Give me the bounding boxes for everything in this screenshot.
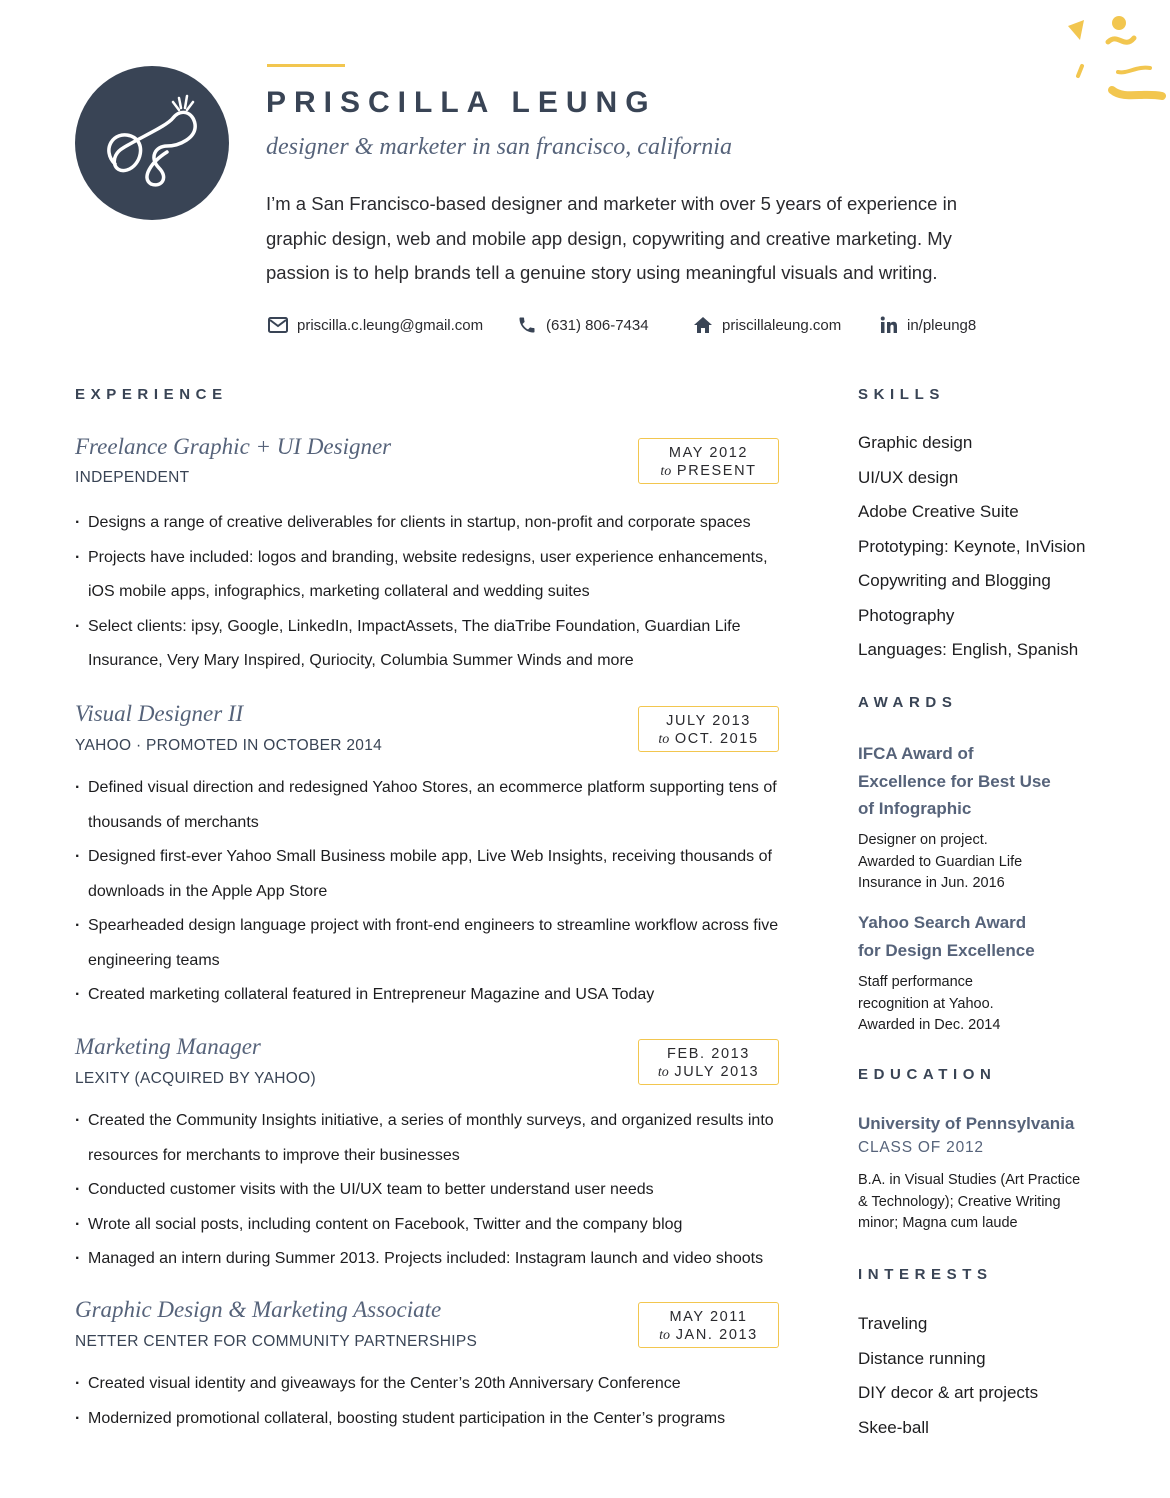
awards-heading: AWARDS <box>858 694 958 711</box>
interests-list <box>858 1307 1148 1445</box>
degree-desc: B.A. in Visual Studies (Art Practice & Technology); Creative Writing minor; Magna cum laude <box>858 1172 1081 1231</box>
award-desc: Staff performance recognition at Yahoo. Awarded in Dec. 2014 <box>858 974 1001 1033</box>
job-bullets <box>75 506 795 679</box>
date-end: JULY 2013 <box>674 1064 760 1080</box>
school-name: University of Pennsylvania <box>858 1114 1075 1133</box>
confetti-decoration <box>1062 8 1170 100</box>
job-bullet: · Created visual identity and giveaways for the Center’s 20th Anniversary Conference <box>75 1367 795 1402</box>
job-date-box <box>638 438 779 484</box>
accent-line <box>267 64 345 67</box>
linkedin-icon <box>880 316 898 334</box>
logo-monogram <box>75 66 229 220</box>
job-bullet: · Spearheaded design language project with front-end engineers to streamline workflow across five engineering teams <box>75 909 795 978</box>
date-start: MAY 2012 <box>668 445 749 461</box>
job-title: Freelance Graphic + UI Designer <box>75 434 392 459</box>
job-date-box <box>638 1039 779 1085</box>
job-bullet: · Wrote all social posts, including content on Facebook, Twitter and the company blog <box>75 1208 795 1243</box>
skill-item: UI/UX design <box>858 467 959 487</box>
contact-linkedin[interactable] <box>880 313 976 337</box>
date-to: to <box>657 1065 669 1080</box>
job-title: Visual Designer II <box>75 701 244 726</box>
job-bullets <box>75 1367 795 1436</box>
date-to: to <box>658 732 670 747</box>
skill-item: Graphic design <box>858 433 973 452</box>
award-desc: Designer on project. Awarded to Guardian Life Insurance in Jun. 2016 <box>858 832 1023 891</box>
date-start: MAY 2011 <box>669 1309 748 1325</box>
job-bullet: · Created the Community Insights initiative, a series of monthly surveys, and organized results into resources for merchants to improve their businesses <box>75 1104 795 1173</box>
skills-heading: SKILLS <box>858 386 945 403</box>
job-company: YAHOO · PROMOTED IN OCTOBER 2014 <box>75 737 383 754</box>
skills-list <box>858 426 1148 668</box>
contact-email[interactable] <box>268 313 483 337</box>
award-title: IFCA Award of Excellence for Best Use of Infographic <box>858 744 1051 818</box>
job-company: NETTER CENTER FOR COMMUNITY PARTNERSHIPS <box>75 1333 478 1350</box>
interest-item: Distance running <box>858 1348 986 1368</box>
candidate-name: PRISCILLA LEUNG <box>266 86 657 119</box>
confetti-dash <box>1118 68 1150 73</box>
job-company: INDEPENDENT <box>75 469 190 486</box>
interest-item: DIY decor & art projects <box>858 1383 1039 1402</box>
interest-item: Traveling <box>858 1314 928 1333</box>
job-company: LEXITY (ACQUIRED BY YAHOO) <box>75 1070 316 1087</box>
job-bullets <box>75 1104 795 1277</box>
phone-text[interactable]: (631) 806-7434 <box>546 316 649 334</box>
skill-item: Adobe Creative Suite <box>858 502 1019 521</box>
confetti-triangle <box>1068 20 1084 40</box>
date-start: FEB. 2013 <box>667 1046 750 1062</box>
job-bullets <box>75 771 795 1013</box>
job-bullet: · Designed first-ever Yahoo Small Business mobile app, Live Web Insights, receiving thousands of downloads in the Apple App Store <box>75 840 795 909</box>
job-date-box <box>638 706 779 752</box>
confetti-squiggle <box>1108 38 1134 42</box>
date-end: JAN. 2013 <box>675 1327 758 1343</box>
job-bullet: · Designs a range of creative deliverables for clients in startup, non-profit and corporate spaces <box>75 506 795 541</box>
job-date-box <box>638 1302 779 1348</box>
date-start: JULY 2013 <box>666 713 751 729</box>
website-text[interactable]: priscillaleung.com <box>722 316 842 334</box>
mail-icon <box>268 317 288 333</box>
job-bullet: · Select clients: ipsy, Google, LinkedIn, ImpactAssets, The diaTribe Foundation, Guardian Life Insurance, Very Mary Inspired, Quriocity, Columbia Summer Winds and more <box>75 610 795 679</box>
monogram-icon <box>75 66 229 220</box>
job-bullet: · Projects have included: logos and branding, website redesigns, user experience enhancements, iOS mobile apps, infographics, marketing collateral and wedding suites <box>75 541 795 610</box>
contact-website[interactable] <box>693 313 841 337</box>
skill-item: Copywriting and Blogging <box>858 571 1051 590</box>
job-bullet: · Modernized promotional collateral, boosting student participation in the Center’s programs <box>75 1402 795 1437</box>
class-year: CLASS OF 2012 <box>858 1139 984 1156</box>
confetti-dash <box>1078 66 1082 76</box>
interest-item: Skee-ball <box>858 1417 929 1437</box>
linkedin-text[interactable]: in/pleung8 <box>907 316 977 334</box>
job-bullet: · Conducted customer visits with the UI/UX team to better understand user needs <box>75 1173 795 1208</box>
date-to: to <box>660 464 672 479</box>
job-title: Marketing Manager <box>75 1034 261 1059</box>
experience-heading: EXPERIENCE <box>75 386 228 403</box>
award-title: Yahoo Search Award for Design Excellence <box>858 913 1035 960</box>
confetti-swoosh <box>1112 90 1162 96</box>
tagline: designer & marketer in san francisco, california <box>266 134 732 160</box>
phone-icon <box>517 315 537 335</box>
skill-item: Prototyping: Keynote, InVision <box>858 536 1086 556</box>
skill-item: Languages: English, Spanish <box>858 640 1079 659</box>
skill-item: Photography <box>858 605 955 625</box>
date-end: PRESENT <box>676 463 757 479</box>
summary: I’m a San Francisco-based designer and marketer with over 5 years of experience in graphic design, web and mobile app design, copywriting and creative marketing. My passion is to help brands tell a genuine story using meaningful visuals and writing. <box>266 193 958 283</box>
education-heading: EDUCATION <box>858 1066 997 1083</box>
interests-heading: INTERESTS <box>858 1266 993 1283</box>
job-bullet: · Created marketing collateral featured in Entrepreneur Magazine and USA Today <box>75 978 795 1013</box>
email-text[interactable]: priscilla.c.leung@gmail.com <box>297 316 484 334</box>
job-title: Graphic Design & Marketing Associate <box>75 1297 442 1322</box>
job-bullet: · Managed an intern during Summer 2013. Projects included: Instagram launch and video shoots <box>75 1242 795 1277</box>
confetti-dot <box>1112 16 1126 30</box>
home-icon <box>693 316 713 334</box>
job-bullet: · Defined visual direction and redesigned Yahoo Stores, an ecommerce platform supporting tens of thousands of merchants <box>75 771 795 840</box>
date-end: OCT. 2015 <box>674 731 759 747</box>
contact-phone[interactable] <box>517 313 649 337</box>
date-to: to <box>659 1328 671 1343</box>
